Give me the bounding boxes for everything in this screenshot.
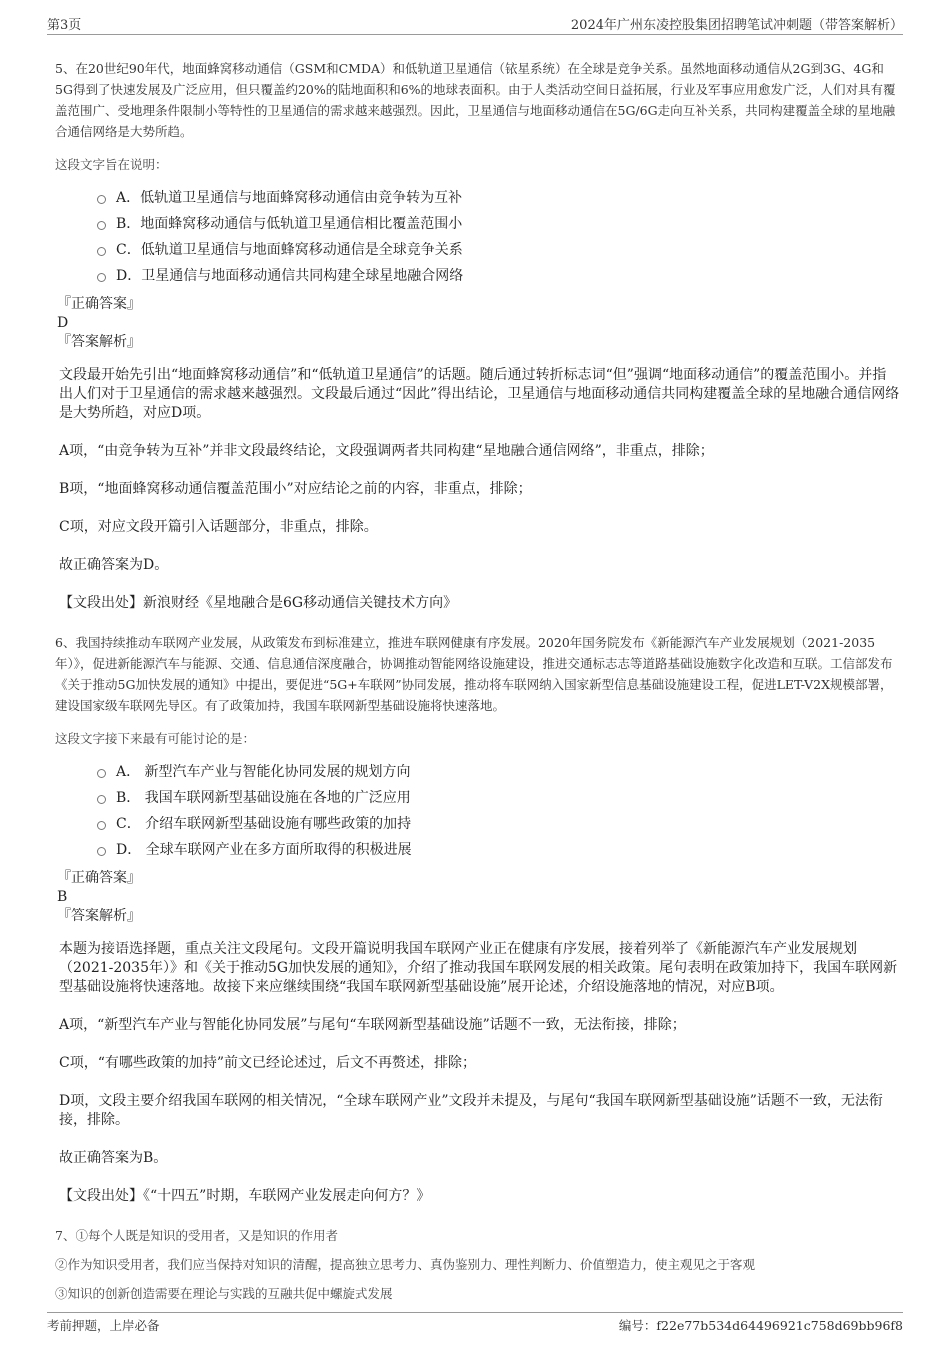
question-6-options [55,759,900,863]
option-c[interactable]: C．低轨道卫星通信与地面蜂窝移动通信是全球竞争关系 [97,237,900,263]
option-a[interactable]: A．低轨道卫星通信与地面蜂窝移动通信由竞争转为互补 [97,185,900,211]
answer-label: 『正确答案』 [57,296,141,312]
page-number: 第3页 [47,18,82,33]
question-6-text: 6、我国持续推动车联网产业发展，从政策发布到标准建立，推进车联网健康有序发展。2020年国务院发布《新能源汽车产业发展规划（2021-2035年）》，促进新能源汽车与能源、交通、信息通信深度融合，协调推动智能网络设施建设，推进交通标志志等道路基础设施数字化改造和互联。工信部发布《关于推动5G加快发展的通知》中提出，要促进“5G+车联网”协同发展，推动将车联网纳入国家新型信息基础设施建设工程，促进LET-V2X规模部署，建设国家级车联网先导区。有了政策加持，我国车联网新型基础设施将快速落地。 [55,635,893,713]
option-d[interactable]: D． 全球车联网产业在多方面所取得的积极进展 [97,837,900,863]
question-5-text: 5、在20世纪90年代，地面蜂窝移动通信（GSM和CMDA）和低轨道卫星通信（铱星系统）在全球是竞争关系。虽然地面移动通信从2G到3G、4G和5G得到了快速发展及广泛应用，但只覆盖约20%的陆地面积和6%的地球表面积。由于人类活动空间日益拓展，行业及军事应用愈发广泛，人们对具有覆盖范围广、受地理条件限制小等特性的卫星通信的需求越来越强烈。因此，卫星通信与地面移动通信在5G/6G走向互补关系，共同构建覆盖全球的星地融合通信网络是大势所趋。 [55,61,896,139]
document-title: 2024年广州东凌控股集团招聘笔试冲刺题（带答案解析） [570,18,903,33]
analysis-paragraph: 文段最开始先引出“地面蜂窝移动通信”和“低轨道卫星通信”的话题。随后通过转折标志词“但”强调“地面移动通信”的覆盖范围小。并指出人们对于卫星通信的需求越来越强烈。文段最后通过“因此”得出结论，卫星通信与地面移动通信共同构建覆盖全球的星地融合通信网络是大势所趋，对应D项。 [59,367,900,421]
question-6-prompt: 这段文字接下来最有可能讨论的是： [55,731,256,746]
analysis-paragraph: D项，文段主要介绍我国车联网的相关情况，“全球车联网产业”文段并未提及，与尾句“我国车联网新型基础设施”话题不一致，无法衔接，排除。 [59,1093,883,1128]
radio-icon[interactable] [97,195,106,204]
correct-answer: D [57,315,69,331]
question-7-item: ③知识的创新创造需要在理论与实践的互融共促中螺旋式发展 [55,1286,393,1301]
footer-slogan: 考前押题，上岸必备 [47,1318,160,1333]
analysis-label: 『答案解析』 [57,334,141,350]
analysis-paragraph: B项，“地面蜂窝移动通信覆盖范围小”对应结论之前的内容，非重点，排除； [59,481,532,497]
question-5-prompt: 这段文字旨在说明： [55,157,168,172]
analysis-paragraph: A项，“由竞争转为互补”并非文段最终结论，文段强调两者共同构建“星地融合通信网络”，非重点，排除； [59,443,714,459]
question-7-item: 7、①每个人既是知识的受用者，又是知识的作用者 [55,1228,338,1243]
option-a[interactable]: A． 新型汽车产业与智能化协同发展的规划方向 [97,759,900,785]
analysis-paragraph: C项，“有哪些政策的加持”前文已经论述过，后文不再赘述，排除； [59,1055,477,1071]
radio-icon[interactable] [97,847,106,856]
analysis-paragraph: 本题为接语选择题，重点关注文段尾句。文段开篇说明我国车联网产业正在健康有序发展，接着列举了《新能源汽车产业发展规划（2021-2035年）》和《关于推动5G加快发展的通知》，介绍了推动我国车联网发展的相关政策。尾句表明在政策加持下，我国车联网新型基础设施将快速落地。故接下来应继续围绕“我国车联网新型基础设施”展开论述，介绍设施落地的情况，对应B项。 [59,941,898,995]
source-note: 【文段出处】《“十四五”时期，车联网产业发展走向何方？》 [59,1188,431,1204]
radio-icon[interactable] [97,769,106,778]
page-content [55,58,900,1304]
option-b[interactable]: B．地面蜂窝移动通信与低轨道卫星通信相比覆盖范围小 [97,211,900,237]
option-c[interactable]: C． 介绍车联网新型基础设施有哪些政策的加持 [97,811,900,837]
page-header [47,14,903,35]
radio-icon[interactable] [97,795,106,804]
analysis-paragraph: 故正确答案为D。 [59,557,169,573]
option-d[interactable]: D．卫星通信与地面移动通信共同构建全球星地融合网络 [97,263,900,289]
analysis-paragraph: 故正确答案为B。 [59,1150,168,1166]
radio-icon[interactable] [97,247,106,256]
source-note: 【文段出处】新浪财经《星地融合是6G移动通信关键技术方向》 [59,595,458,611]
analysis-label: 『答案解析』 [57,908,141,924]
question-5-options [55,185,900,289]
question-7-item: ②作为知识受用者，我们应当保持对知识的清醒，提高独立思考力、真伪鉴别力、理性判断力、价值塑造力，使主观见之于客观 [55,1257,756,1272]
answer-label: 『正确答案』 [57,870,141,886]
analysis-paragraph: C项，对应文段开篇引入话题部分，非重点，排除。 [59,519,378,535]
radio-icon[interactable] [97,821,106,830]
radio-icon[interactable] [97,273,106,282]
correct-answer: B [57,889,68,905]
page-footer [47,1312,903,1335]
radio-icon[interactable] [97,221,106,230]
analysis-paragraph: A项，“新型汽车产业与智能化协同发展”与尾句“车联网新型基础设施”话题不一致，无法衔接，排除； [59,1017,686,1033]
document-id: 编号：f22e77b534d64496921c758d69bb96f8 [618,1318,903,1333]
option-b[interactable]: B． 我国车联网新型基础设施在各地的广泛应用 [97,785,900,811]
